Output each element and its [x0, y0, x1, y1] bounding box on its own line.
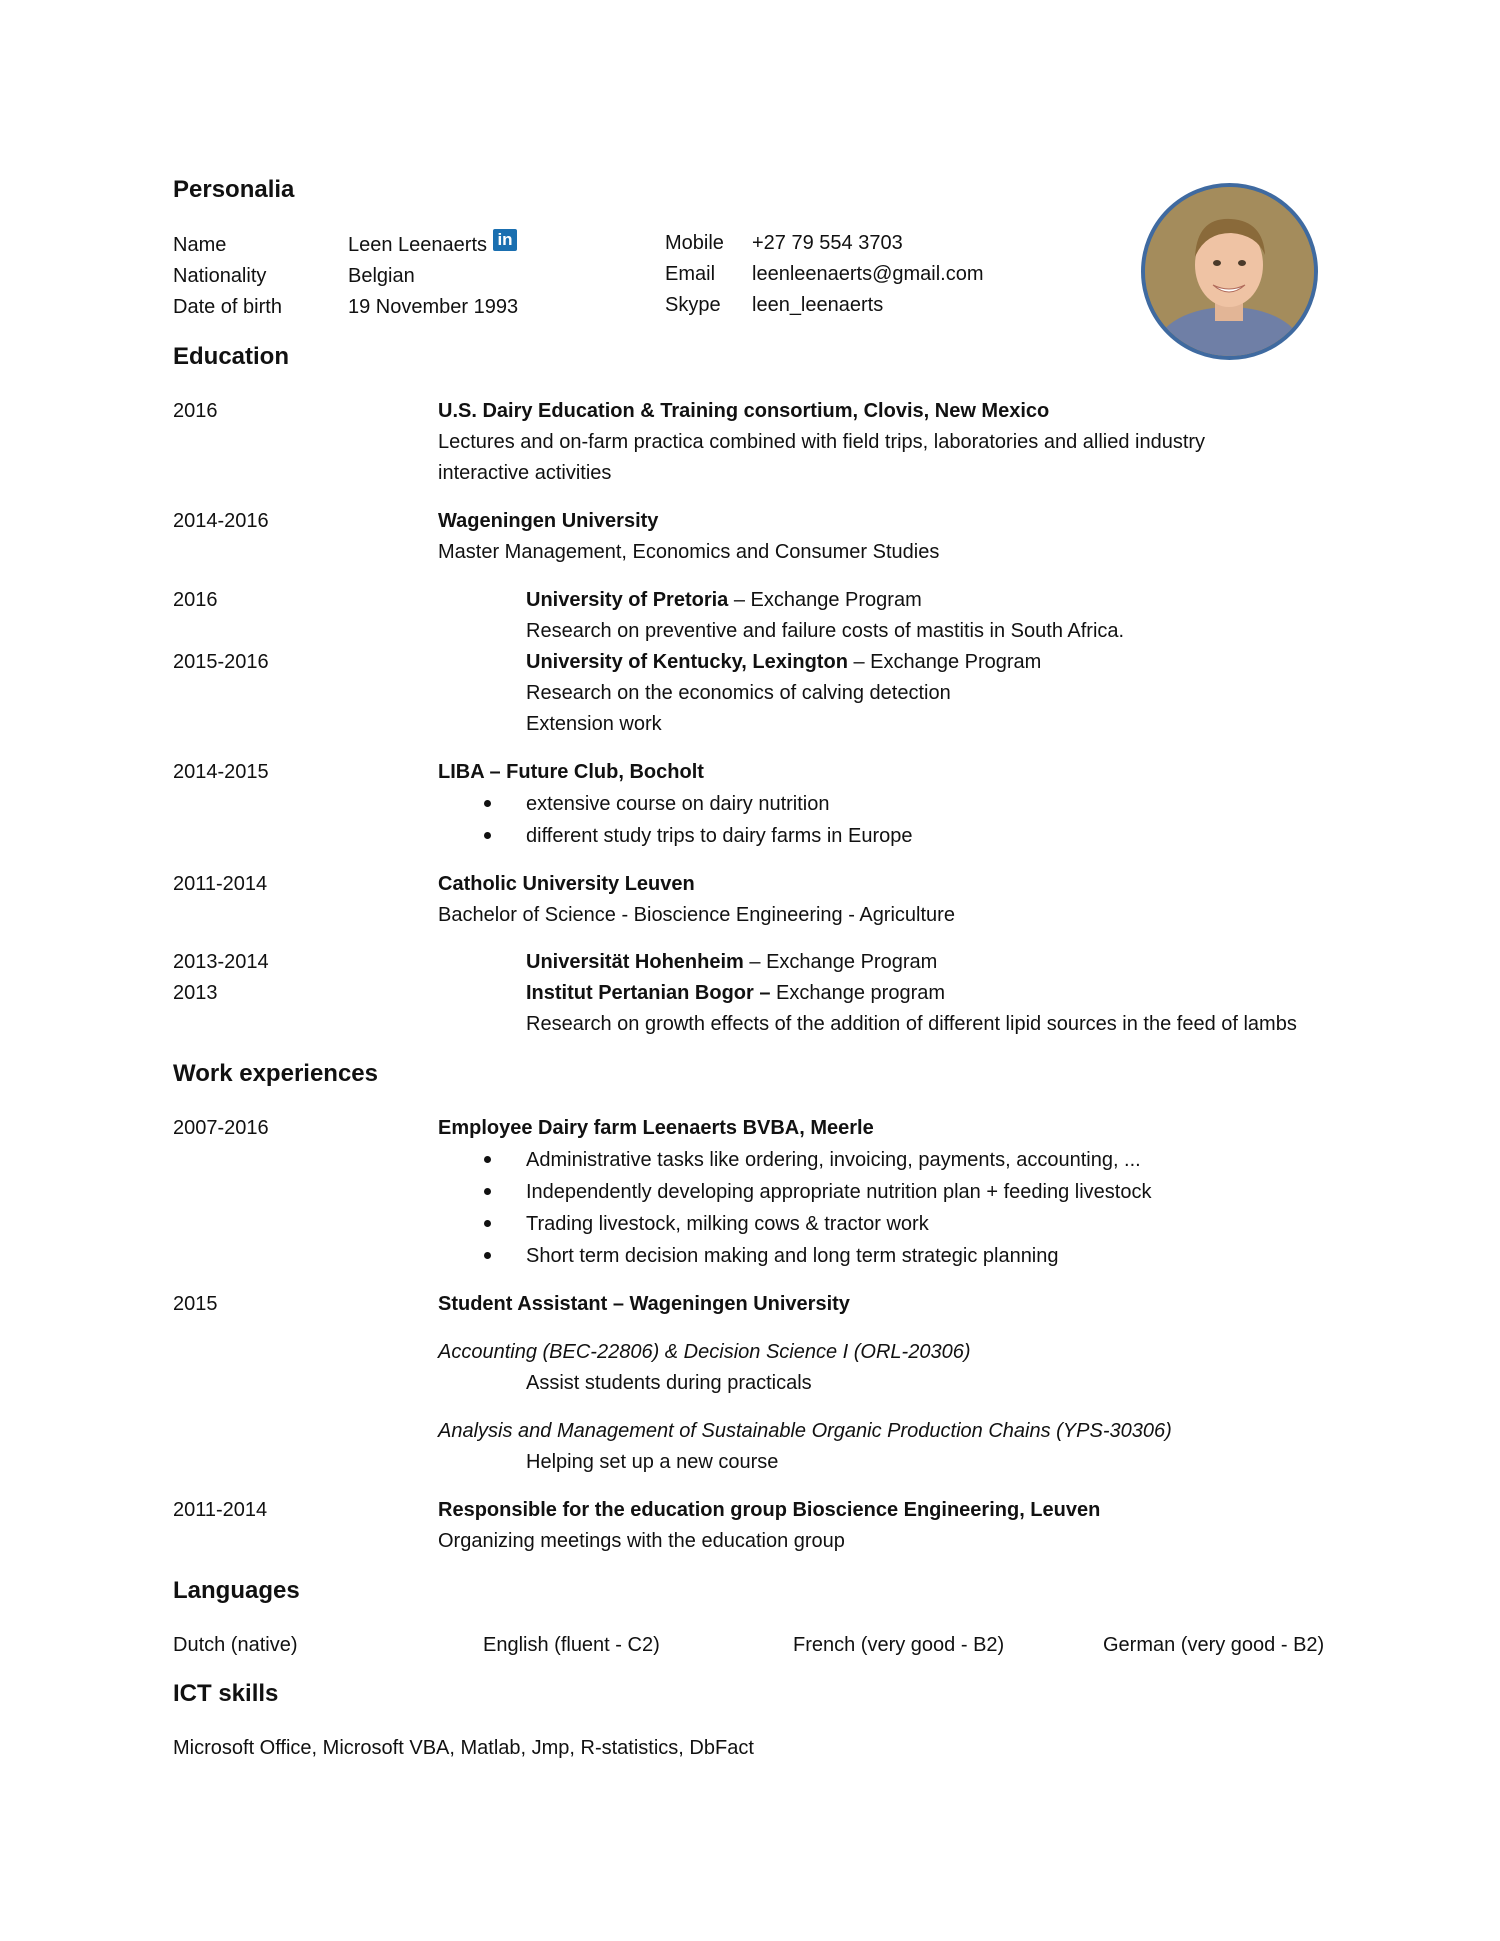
ict-skills-text: Microsoft Office, Microsoft VBA, Matlab, Jmp, R-statistics, DbFact: [173, 1737, 754, 1759]
course-desc: Assist students during practicals: [526, 1372, 812, 1394]
languages-heading: Languages: [173, 1577, 300, 1604]
edu-desc: Research on preventive and failure costs of mastitis in South Africa.: [526, 620, 1125, 642]
skype-label: Skype: [665, 294, 721, 316]
edu-exchange-suffix: – Exchange Program: [743, 951, 938, 973]
work-title: Employee Dairy farm Leenaerts BVBA, Meerle: [438, 1117, 874, 1139]
skype-value: leen_leenaerts: [752, 294, 884, 316]
bullet-icon: [484, 1188, 491, 1195]
list-item: extensive course on dairy nutrition: [526, 793, 830, 815]
edu-desc: Bachelor of Science - Bioscience Engineering - Agriculture: [438, 904, 955, 926]
language-item: English (fluent - C2): [483, 1634, 660, 1656]
edu-title: Universität Hohenheim: [526, 951, 744, 973]
list-item: Administrative tasks like ordering, invoicing, payments, accounting, ...: [526, 1149, 1141, 1171]
edu-exchange-suffix: Exchange program: [770, 982, 946, 1004]
edu-year: 2013-2014: [173, 951, 269, 973]
edu-exchange-suffix: – Exchange Program: [847, 651, 1042, 673]
nationality-label: Nationality: [173, 265, 267, 287]
edu-desc: Research on growth effects of the addition of different lipid sources in the feed of lambs: [526, 1013, 1297, 1035]
mobile-value: +27 79 554 3703: [752, 232, 903, 254]
mobile-label: Mobile: [665, 232, 724, 254]
work-year: 2007-2016: [173, 1117, 269, 1139]
list-item: Independently developing appropriate nutrition plan + feeding livestock: [526, 1181, 1152, 1203]
edu-year: 2011-2014: [173, 873, 268, 895]
language-item: German (very good - B2): [1103, 1634, 1325, 1656]
work-title: Student Assistant – Wageningen University: [438, 1293, 850, 1315]
bullet-icon: [484, 1220, 491, 1227]
edu-title: LIBA – Future Club, Bocholt: [438, 761, 704, 783]
dob-value: 19 November 1993: [348, 296, 519, 318]
list-item: different study trips to dairy farms in Europe: [526, 825, 913, 847]
course-desc: Helping set up a new course: [526, 1451, 779, 1473]
edu-exchange-line: [526, 950, 937, 974]
list-item: Short term decision making and long term strategic planning: [526, 1245, 1059, 1267]
edu-desc: Lectures and on-farm practica combined with field trips, laboratories and allied industry: [438, 431, 1206, 453]
bullet-icon: [484, 832, 491, 839]
edu-year: 2016: [173, 589, 218, 611]
name-label: Name: [173, 234, 227, 256]
language-item: Dutch (native): [173, 1634, 298, 1656]
edu-title: University of Pretoria: [526, 589, 729, 611]
email-label: Email: [665, 263, 716, 285]
edu-desc: Research on the economics of calving detection: [526, 682, 951, 704]
edu-exchange-line: [526, 650, 1041, 674]
edu-year: 2014-2016: [173, 510, 269, 532]
bullet-icon: [484, 1252, 491, 1259]
list-item: Trading livestock, milking cows & tractor work: [526, 1213, 929, 1235]
work-title: Responsible for the education group Bioscience Engineering, Leuven: [438, 1499, 1101, 1521]
dob-label: Date of birth: [173, 296, 282, 318]
edu-title: U.S. Dairy Education & Training consortium, Clovis, New Mexico: [438, 400, 1050, 422]
email-value[interactable]: leenleenaerts@gmail.com: [752, 263, 984, 285]
edu-title: Institut Pertanian Bogor –: [526, 982, 771, 1004]
work-desc: Organizing meetings with the education group: [438, 1530, 845, 1552]
edu-title: Wageningen University: [438, 510, 659, 532]
edu-exchange-suffix: – Exchange Program: [728, 589, 922, 611]
work-heading: Work experiences: [173, 1060, 378, 1087]
edu-title: Catholic University Leuven: [438, 873, 695, 895]
name-value: Leen Leenaerts: [348, 234, 488, 256]
bullet-icon: [484, 1156, 491, 1163]
profile-photo-illustration: [1145, 187, 1314, 356]
edu-title: University of Kentucky, Lexington: [526, 651, 848, 673]
profile-photo: [1141, 183, 1318, 360]
ict-heading: ICT skills: [173, 1680, 279, 1707]
personalia-heading: Personalia: [173, 176, 295, 203]
education-heading: Education: [173, 343, 290, 370]
edu-year: 2013: [173, 982, 218, 1004]
nationality-value: Belgian: [348, 265, 415, 287]
linkedin-icon[interactable]: in: [493, 229, 517, 251]
work-year: 2011-2014: [173, 1499, 268, 1521]
edu-desc: Master Management, Economics and Consumer Studies: [438, 541, 940, 563]
edu-year: 2015-2016: [173, 651, 269, 673]
edu-year: 2014-2015: [173, 761, 269, 783]
edu-exchange-line: [526, 588, 922, 612]
edu-exchange-line: [526, 981, 945, 1005]
course-name: Analysis and Management of Sustainable Organic Production Chains (YPS-30306): [438, 1420, 1172, 1442]
edu-desc: Extension work: [526, 713, 662, 735]
work-year: 2015: [173, 1293, 218, 1315]
language-item: French (very good - B2): [793, 1634, 1005, 1656]
edu-desc: interactive activities: [438, 462, 612, 484]
bullet-icon: [484, 800, 491, 807]
course-name: Accounting (BEC-22806) & Decision Science I (ORL-20306): [438, 1341, 971, 1363]
edu-year: 2016: [173, 400, 218, 422]
